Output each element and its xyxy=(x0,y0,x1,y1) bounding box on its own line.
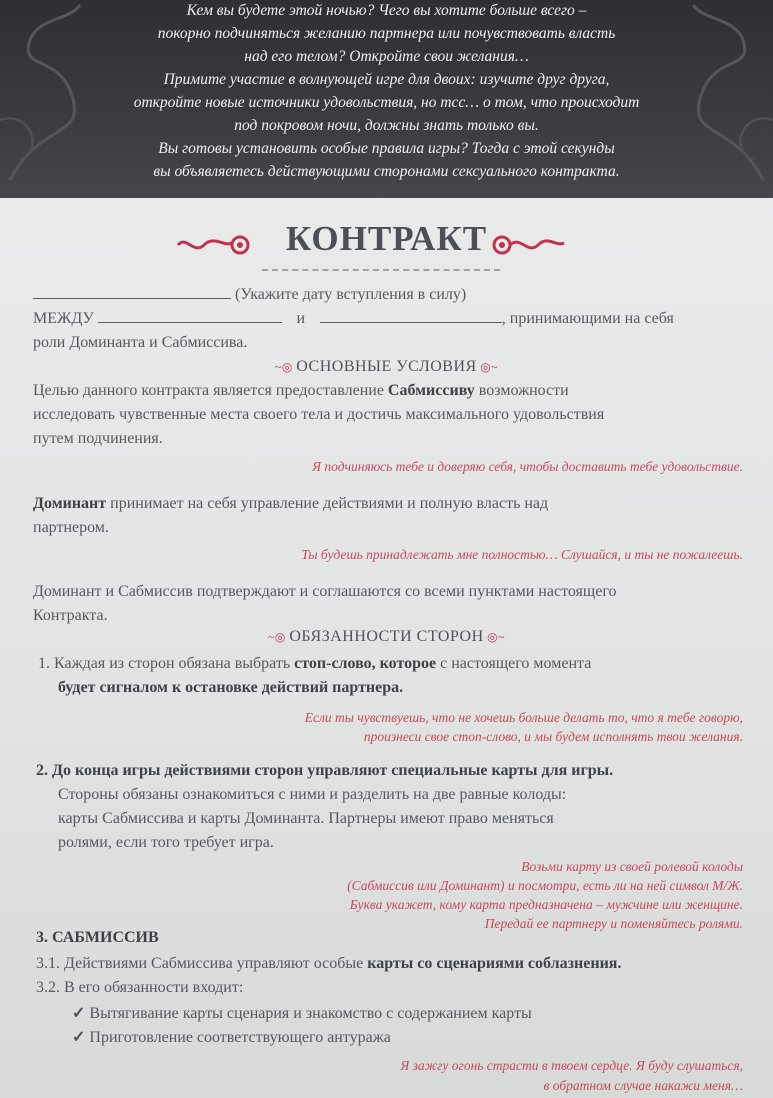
basic-p2-line2: партнером. xyxy=(33,519,109,536)
basic-p1-line3: путем подчинения. xyxy=(33,430,163,447)
intro-line-7: Вы готовы установить особые правила игры? Тогда с этой секунды xyxy=(158,140,615,157)
duties-item2-line3: карты Сабмиссива и карты Доминанта. Партнеры имеют право меняться xyxy=(58,810,554,827)
duties-item2-line1: 2. До конца игры действиями сторон управляют специальные карты для игры. xyxy=(36,762,614,779)
sub-p32: 3.2. В его обязанности входит: xyxy=(36,979,244,996)
between-label: МЕЖДУ xyxy=(33,310,94,327)
sub-p31-text-a: 3.1. Действиями Сабмиссива управляют особые xyxy=(36,955,368,972)
contract-title-row xyxy=(0,219,773,267)
basic-p1-text-b: Сабмиссиву xyxy=(387,382,475,399)
duties-item1-line2: будет сигналом к остановке действий партнера. xyxy=(58,679,404,696)
intro-line-3: над его телом? Откройте свои желания… xyxy=(244,48,529,65)
sub-check-2 xyxy=(72,1027,391,1047)
basic-p1-text-a: Целью данного контракта является предоставление xyxy=(33,382,388,399)
roles-line: роли Доминанта и Сабмиссива. xyxy=(33,334,248,351)
section-sub-title: 3. САБМИССИВ xyxy=(36,929,159,946)
title-swirl-right-icon xyxy=(488,225,568,265)
contract-title: КОНТРАКТ xyxy=(285,219,488,258)
party-2-blank[interactable] xyxy=(320,310,502,323)
quote-4-line1: Возьми карту из своей ролевой колоды xyxy=(521,859,743,874)
basic-p2-line1 xyxy=(33,495,548,513)
date-hint: (Укажите дату вступления в силу) xyxy=(235,286,467,303)
checkmark-icon: ✓ xyxy=(72,1005,86,1022)
duties-item2-line2: Стороны обязаны ознакомиться с ними и разделить на две равные колоды: xyxy=(58,786,567,803)
section-basic-title-text: ОСНОВНЫЕ УСЛОВИЯ xyxy=(296,358,477,375)
between-line xyxy=(33,310,674,328)
duties-item1-text-b: стоп-слово, которое xyxy=(294,655,437,672)
sub-p31-text-b: карты со сценариями соблазнения. xyxy=(367,955,622,972)
duties-item2-line4: ролями, если того требует игра. xyxy=(58,834,274,851)
duties-item1-text-c: с настоящего момента xyxy=(436,655,592,672)
intro-line-6: под покровом ночи, должны знать только вы. xyxy=(234,117,539,134)
basic-p1-text-c: возможности xyxy=(474,382,569,399)
quote-4-line2: (Сабмиссив или Доминант) и посмотри, есть ли на ней символ М/Ж. xyxy=(347,878,743,893)
quote-4-line4: Передай ее партнеру и поменяйтесь ролями. xyxy=(484,916,743,931)
sub-check-1-text: Вытягивание карты сценария и знакомство с содержанием карты xyxy=(89,1005,532,1022)
sub-check-1 xyxy=(72,1003,532,1023)
quote-3-line1: Если ты чувствуешь, что не хочешь больше делать то, что я тебе говорю, xyxy=(304,710,743,725)
section-duties-title xyxy=(0,628,773,646)
date-blank[interactable] xyxy=(33,286,231,299)
section-duties-title-text: ОБЯЗАННОСТИ СТОРОН xyxy=(289,628,484,645)
basic-p1-line1 xyxy=(33,382,569,400)
checkmark-icon: ✓ xyxy=(72,1029,86,1046)
sub-check-2-text: Приготовление соответствующего антуража xyxy=(89,1029,391,1046)
intro-line-1: Кем вы будете этой ночью? Чего вы хотите больше всего – xyxy=(186,2,587,19)
intro-line-5: откройте новые источники удовольствия, но тсс… о том, что происходит xyxy=(133,94,640,111)
date-line xyxy=(33,286,466,304)
ornament-right-icon: ◎~ xyxy=(483,630,506,644)
sub-p31 xyxy=(36,955,621,973)
quote-1: Я подчиняюсь тебе и доверяю себя, чтобы доставить тебе удовольствие. xyxy=(312,459,743,474)
ornament-left-icon: ~◎ xyxy=(267,630,290,644)
intro-line-2: покорно подчиняться желанию партнера или почувствовать власть xyxy=(157,25,616,42)
ornament-left-icon: ~◎ xyxy=(274,360,297,374)
duties-item1-line1 xyxy=(38,655,591,673)
basic-p1-line2: исследовать чувственные места своего тела и достичь максимального удовольствия xyxy=(33,406,605,423)
basic-p3-line2: Контракта. xyxy=(33,607,108,624)
quote-5-line1: Я зажгу огонь страсти в твоем сердце. Я буду слушаться, xyxy=(400,1058,743,1073)
intro-line-4: Примите участие в волнующей игре для двоих: изучите друг друга, xyxy=(163,71,610,88)
quote-2: Ты будешь принадлежать мне полностью… Слушайся, и ты не пожалеешь. xyxy=(301,547,743,562)
basic-p3-line1: Доминант и Сабмиссив подтверждают и соглашаются со всеми пунктами настоящего xyxy=(33,583,617,600)
party-1-blank[interactable] xyxy=(98,310,282,323)
quote-3-line2: произнеси свое стоп-слово, и мы будем исполнять твои желания. xyxy=(363,729,743,744)
section-basic-title xyxy=(0,358,773,376)
basic-p2-text-a: Доминант xyxy=(33,495,107,512)
quote-4-line3: Буква укажет, кому карта предназначена – мужчине или женщине. xyxy=(349,897,743,912)
ornament-right-icon: ◎~ xyxy=(476,360,499,374)
and-label: и xyxy=(296,310,306,327)
roles-suffix: , принимающими на себя xyxy=(501,310,674,327)
duties-item1-text-a: 1. Каждая из сторон обязана выбрать xyxy=(38,655,295,672)
basic-p2-text-b: принимает на себя управление действиями и полную власть над xyxy=(106,495,549,512)
title-divider xyxy=(262,269,500,271)
intro-line-8: вы объявляетесь действующими сторонами сексуального контракта. xyxy=(153,163,620,180)
intro-banner xyxy=(0,0,773,198)
quote-5-line2: в обратном случае накажи меня… xyxy=(543,1078,743,1093)
